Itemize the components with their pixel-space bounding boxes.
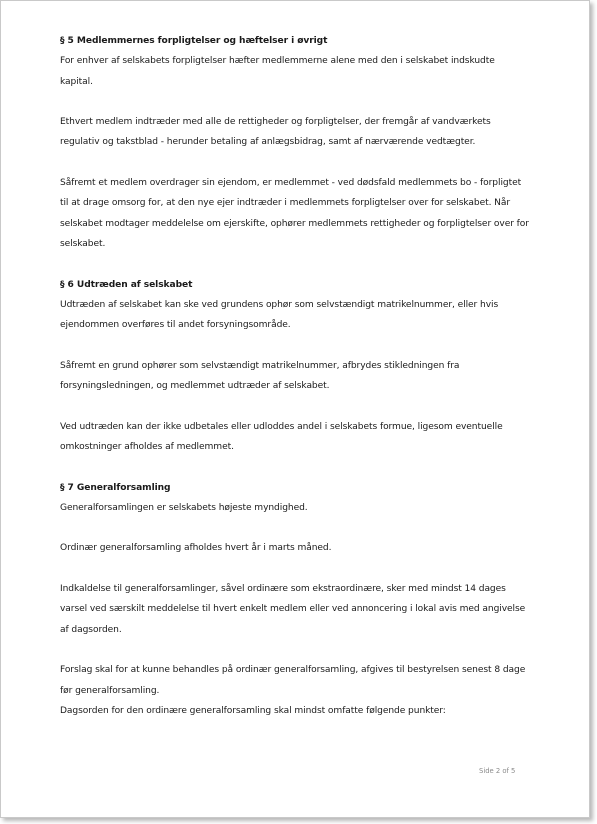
paragraph: Dagsorden for den ordinære generalforsamling skal mindst omfatte følgende punkter:: [60, 705, 446, 716]
paragraph: Ordinær generalforsamling afholdes hvert år i marts måned.: [60, 543, 332, 554]
paragraph: Såfremt en grund ophører som selvstændigt matrikelnummer, afbrydes stikledningen fra forsyningsledningen, og medlemmet udtræder af selskabet.: [60, 360, 460, 392]
paragraph: Såfremt et medlem overdrager sin ejendom, er medlemmet - ved dødsfald medlemmets bo - forpligtet til at drage omsorg for, at den nye ejer indtræder i medlemmets forpligtelser over for selskabet. Når selskabet modtager meddelelse om ejerskifte, ophører medlemmets rettigheder og forpligtelser over for selskabet.: [60, 178, 529, 249]
paragraph: Indkaldelse til generalforsamlinger, såvel ordinære som ekstraordinære, sker med mindst 14 dages varsel ved særskilt meddelelse til hvert enkelt medlem eller ved annoncering i lokal avis med angivelse af dagsorden.: [60, 584, 526, 635]
page-number: Side 2 of 5: [479, 767, 516, 775]
paragraph: Ved udtræden kan der ikke udbetales eller udloddes andel i selskabets formue, ligesom eventuelle omkostninger afholdes af medlemmet.: [60, 421, 503, 452]
section-heading-7: § 7 Generalforsamling: [60, 482, 171, 493]
paragraph: Udtræden af selskabet kan ske ved grundens ophør som selvstændigt matrikelnummer, eller hvis ejendommen overføres til andet forsyningsområde.: [60, 299, 499, 331]
paragraph: Ethvert medlem indtræder med alle de rettigheder og forpligtelser, der fremgår af vandværkets regulativ og takstblad - herunder betaling af anlægsbidrag, samt af nærværende vedtægter.: [60, 117, 491, 148]
paragraph: Forslag skal for at kunne behandles på ordinær generalforsamling, afgives til bestyrelsen senest 8 dage før generalforsamling.: [60, 665, 526, 696]
page-content: [60, 31, 530, 721]
section-heading-6: § 6 Udtræden af selskabet: [60, 279, 193, 290]
paragraph: For enhver af selskabets forpligtelser hæfter medlemmerne alene med den i selskabet indskudte kapital.: [60, 56, 495, 87]
section-heading-5: § 5 Medlemmernes forpligtelser og hæftelser i øvrigt: [60, 36, 328, 46]
paragraph: Generalforsamlingen er selskabets højeste myndighed.: [60, 502, 308, 513]
